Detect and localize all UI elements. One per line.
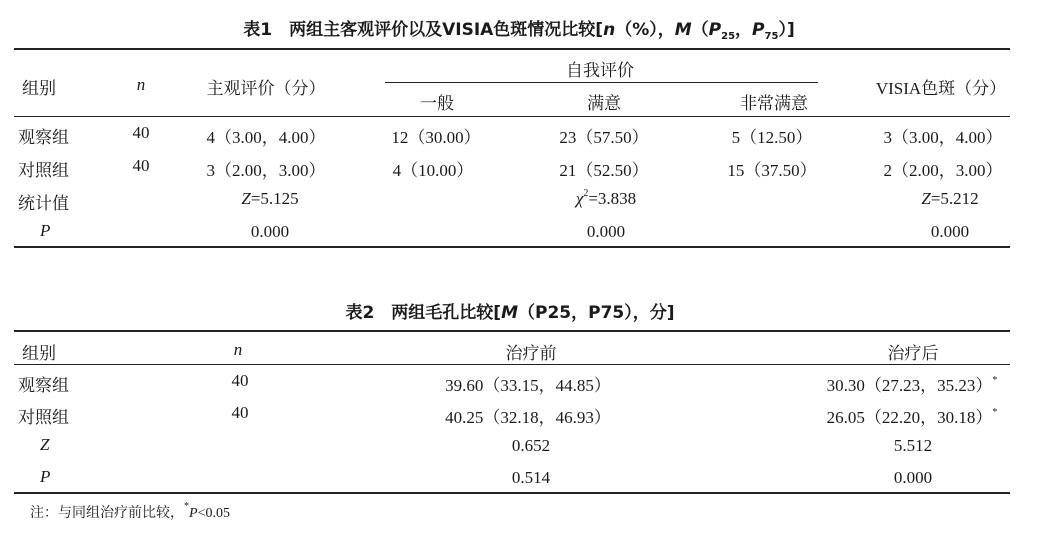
table2-caption <box>345 298 674 323</box>
after-value: 30.30（27.23，35.23） <box>826 376 993 395</box>
row-very-satisfied: 5（12.50） <box>731 128 813 147</box>
row-subjective: 3（2.00，3.00） <box>206 161 326 180</box>
significance-mark: * <box>992 407 998 418</box>
row-subjective: 4（3.00，4.00） <box>206 128 326 147</box>
row-satisfied: 21（52.50） <box>559 161 649 180</box>
table1-span-rule <box>385 82 818 83</box>
note-p: P <box>189 506 198 521</box>
header-general: 一般 <box>420 94 454 113</box>
row-satisfied: 23（57.50） <box>559 128 649 147</box>
z-label: Z <box>40 435 50 454</box>
caption-sub: 75 <box>764 31 779 42</box>
row-group: 对照组 <box>18 408 69 427</box>
table2-bottom-rule <box>14 492 1010 494</box>
caption-text: ）] <box>778 20 795 40</box>
header-group: 组别 <box>22 344 56 363</box>
row-group: 观察组 <box>18 128 69 147</box>
p-value: 0.000 <box>893 468 933 487</box>
caption-n: n <box>603 20 616 40</box>
stat-value: =3.838 <box>588 189 637 208</box>
table1-caption <box>243 15 794 40</box>
stat-value: =5.212 <box>930 189 979 208</box>
row-group: 观察组 <box>18 376 69 395</box>
p-label: P <box>40 221 51 240</box>
caption-p: P <box>708 20 722 40</box>
header-self-eval: 自我评价 <box>566 61 634 80</box>
p-value: 0.000 <box>930 222 970 241</box>
row-n: 40 <box>132 156 150 175</box>
note-mark: * <box>184 501 189 512</box>
stat-value: =5.125 <box>250 189 299 208</box>
table2-header-rule <box>14 364 1010 365</box>
row-group: 对照组 <box>18 161 69 180</box>
stat-symbol: Z <box>921 189 931 208</box>
header-n: n <box>233 340 243 359</box>
header-very-satisfied: 非常满意 <box>740 94 808 113</box>
stat-z2 <box>921 189 978 209</box>
stat-symbol: χ <box>575 189 584 208</box>
significance-mark: * <box>992 375 998 386</box>
table1-header-rule <box>14 116 1010 117</box>
row-before: 40.25（32.18，46.93） <box>445 408 611 427</box>
caption-p: P <box>752 20 765 40</box>
table2-note <box>30 502 230 522</box>
z-value: 0.652 <box>511 436 551 455</box>
note-text: <0.05 <box>197 506 230 521</box>
p-value: 0.000 <box>586 222 626 241</box>
stat-symbol: Z <box>241 189 251 208</box>
caption-text: 表2 两组毛孔比较[ <box>345 303 502 323</box>
p-value: 0.514 <box>511 468 551 487</box>
header-visia: VISIA色斑（分） <box>875 79 1007 98</box>
caption-text: （ <box>691 20 709 40</box>
caption-text: （P25，P75），分] <box>518 303 675 323</box>
row-general: 12（30.00） <box>391 128 481 147</box>
row-visia: 2（2.00，3.00） <box>883 161 1003 180</box>
row-visia: 3（3.00，4.00） <box>883 128 1003 147</box>
stat-chi <box>576 189 636 209</box>
row-n: 40 <box>231 403 249 422</box>
row-after <box>827 371 998 396</box>
row-very-satisfied: 15（37.50） <box>727 161 817 180</box>
caption-text: （%）， <box>615 20 675 40</box>
row-general: 4（10.00） <box>392 161 474 180</box>
caption-sub: 25 <box>721 31 736 42</box>
p-value: 0.000 <box>250 222 290 241</box>
z-value: 5.512 <box>893 436 933 455</box>
table1-top-rule <box>14 48 1010 50</box>
table2-top-rule <box>14 330 1010 332</box>
stat-z1 <box>241 189 298 209</box>
header-before: 治疗前 <box>505 344 557 363</box>
caption-text: ， <box>735 20 753 40</box>
after-value: 26.05（22.20，30.18） <box>826 408 993 427</box>
header-group: 组别 <box>22 79 56 98</box>
stat-sup: 2 <box>583 188 589 199</box>
p-label: P <box>40 467 51 486</box>
caption-m: M <box>674 20 692 40</box>
header-n: n <box>136 75 146 94</box>
note-text: 注：与同组治疗前比较， <box>30 506 184 521</box>
caption-m: M <box>501 303 519 323</box>
header-after: 治疗后 <box>887 344 939 363</box>
row-n: 40 <box>132 123 150 142</box>
row-before: 39.60（33.15，44.85） <box>445 376 611 395</box>
caption-text: 表1 两组主客观评价以及VISIA色斑情况比较[ <box>243 20 604 40</box>
header-satisfied: 满意 <box>587 94 621 113</box>
stat-label: 统计值 <box>18 194 69 213</box>
header-subjective: 主观评价（分） <box>206 79 326 98</box>
table1-bottom-rule <box>14 246 1010 248</box>
row-n: 40 <box>231 371 249 390</box>
row-after <box>827 403 998 428</box>
